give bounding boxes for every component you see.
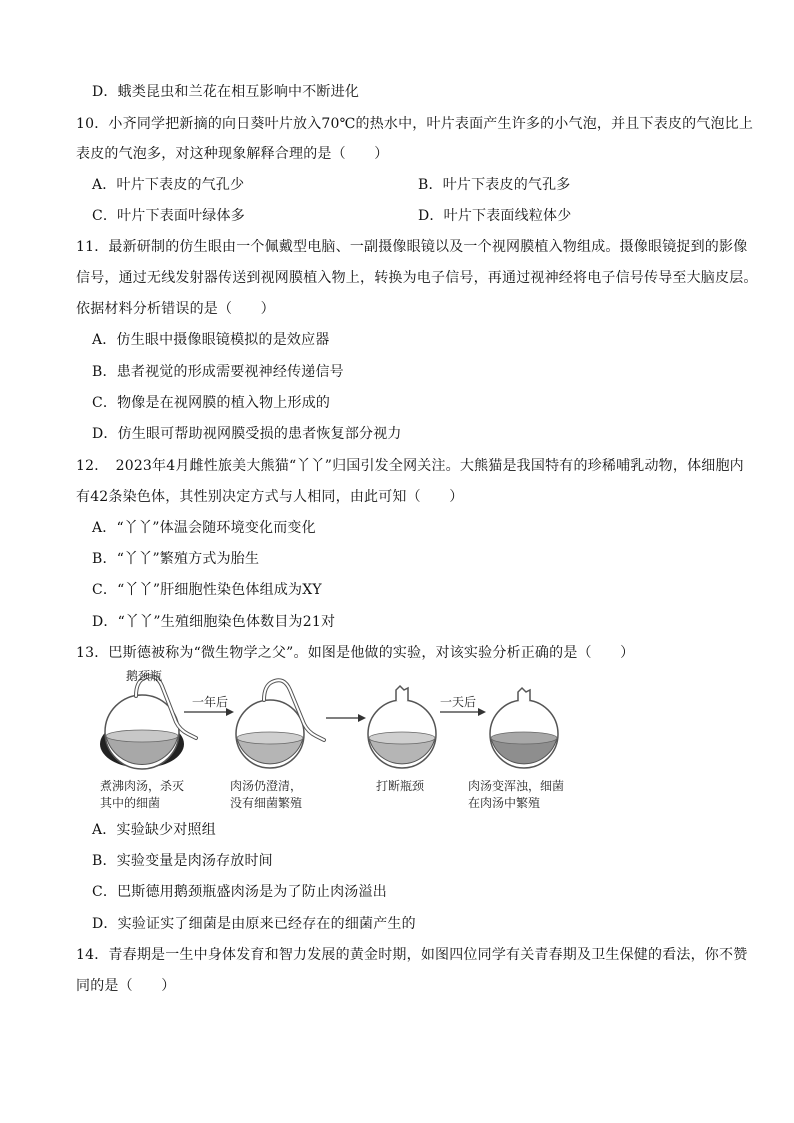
q11-stem-line2: 信号，通过无线发射器传送到视网膜植入物上，转换为电子信号，再通过视神经将电子信号传导至大脑皮层。: [76, 270, 758, 286]
caption-4-line2: 在肉汤中繁殖: [468, 796, 541, 810]
arrow-1-label: 一年后: [192, 695, 229, 709]
q12-stem-line2: 有42条染色体，其性别决定方式与人相同，由此可知（ ）: [76, 489, 464, 505]
flask-1-boiling: [100, 676, 196, 769]
q12-option-a[interactable]: A．“丫丫”体温会随环境变化而变化: [92, 520, 316, 536]
pasteur-experiment-figure: [96, 664, 616, 816]
q13-option-a[interactable]: A．实验缺少对照组: [92, 822, 216, 838]
q13-option-c[interactable]: C．巴斯德用鹅颈瓶盛肉汤是为了防止肉汤溢出: [92, 884, 387, 900]
q11-option-d[interactable]: D．仿生眼可帮助视网膜受损的患者恢复部分视力: [92, 426, 402, 442]
q14-stem-line1: 14．青春期是一生中身体发育和智力发展的黄金时期，如图四位同学有关青春期及卫生保健的看法，你不赞: [76, 947, 748, 963]
arrow-3-label: 一天后: [440, 695, 477, 709]
caption-4-line1: 肉汤变浑浊，细菌: [468, 779, 565, 793]
q11-stem-line3: 依据材料分析错误的是（ ）: [76, 301, 275, 317]
q10-option-a[interactable]: A．叶片下表皮的气孔少: [92, 177, 245, 193]
q10-option-b[interactable]: B．叶片下表皮的气孔多: [418, 177, 571, 193]
q10-stem-line2: 表皮的气泡多，对这种现象解释合理的是（ ）: [76, 146, 389, 162]
q11-option-c[interactable]: C．物像是在视网膜的植入物上形成的: [92, 395, 331, 411]
flask-label: 鹅颈瓶: [126, 669, 163, 683]
caption-1-line1: 煮沸肉汤，杀灭: [100, 779, 185, 793]
flask-3-broken-neck: [368, 686, 436, 768]
q11-option-a[interactable]: A．仿生眼中摄像眼镜模拟的是效应器: [92, 332, 330, 348]
caption-2-line2: 没有细菌繁殖: [230, 796, 303, 810]
q14-stem-line2: 同的是（ ）: [76, 978, 176, 994]
q12-option-b[interactable]: B．“丫丫”繁殖方式为胎生: [92, 551, 260, 567]
q13-stem: 13．巴斯德被称为“微生物学之父”。如图是他做的实验，对该实验分析正确的是（ ）: [76, 645, 635, 661]
q12-option-d[interactable]: D．“丫丫”生殖细胞染色体数目为21对: [92, 614, 336, 630]
caption-1-line2: 其中的细菌: [100, 796, 161, 810]
caption-2-line1: 肉汤仍澄清，: [230, 779, 303, 793]
flask-4-turbid: [490, 688, 558, 768]
q12-stem-line1: 12． 2023年4月雌性旅美大熊猫“丫丫”归国引发全网关注。大熊猫是我国特有的珍稀哺乳动物，体细胞内: [76, 458, 744, 474]
q10-stem-line1: 10．小齐同学把新摘的向日葵叶片放入70℃的热水中，叶片表面产生许多的小气泡，并且下表皮的气泡比上: [76, 116, 754, 132]
q10-option-d[interactable]: D．叶片下表面线粒体少: [418, 208, 572, 224]
flask-2-clear: [236, 680, 324, 768]
q12-option-c[interactable]: C．“丫丫”肝细胞性染色体组成为XY: [92, 582, 322, 598]
q11-stem-line1: 11．最新研制的仿生眼由一个佩戴型电脑、一副摄像眼镜以及一个视网膜植入物组成。摄像眼镜捉到的影像: [76, 239, 748, 255]
caption-3: 打断瓶颈: [376, 779, 425, 793]
q13-option-b[interactable]: B．实验变量是肉汤存放时间: [92, 853, 273, 869]
q10-option-c[interactable]: C．叶片下表面叶绿体多: [92, 208, 245, 224]
q9-option-d: D．蛾类昆虫和兰花在相互影响中不断进化: [92, 84, 360, 100]
q13-option-d[interactable]: D．实验证实了细菌是由原来已经存在的细菌产生的: [92, 916, 416, 932]
q11-option-b[interactable]: B．患者视觉的形成需要视神经传递信号: [92, 364, 344, 380]
